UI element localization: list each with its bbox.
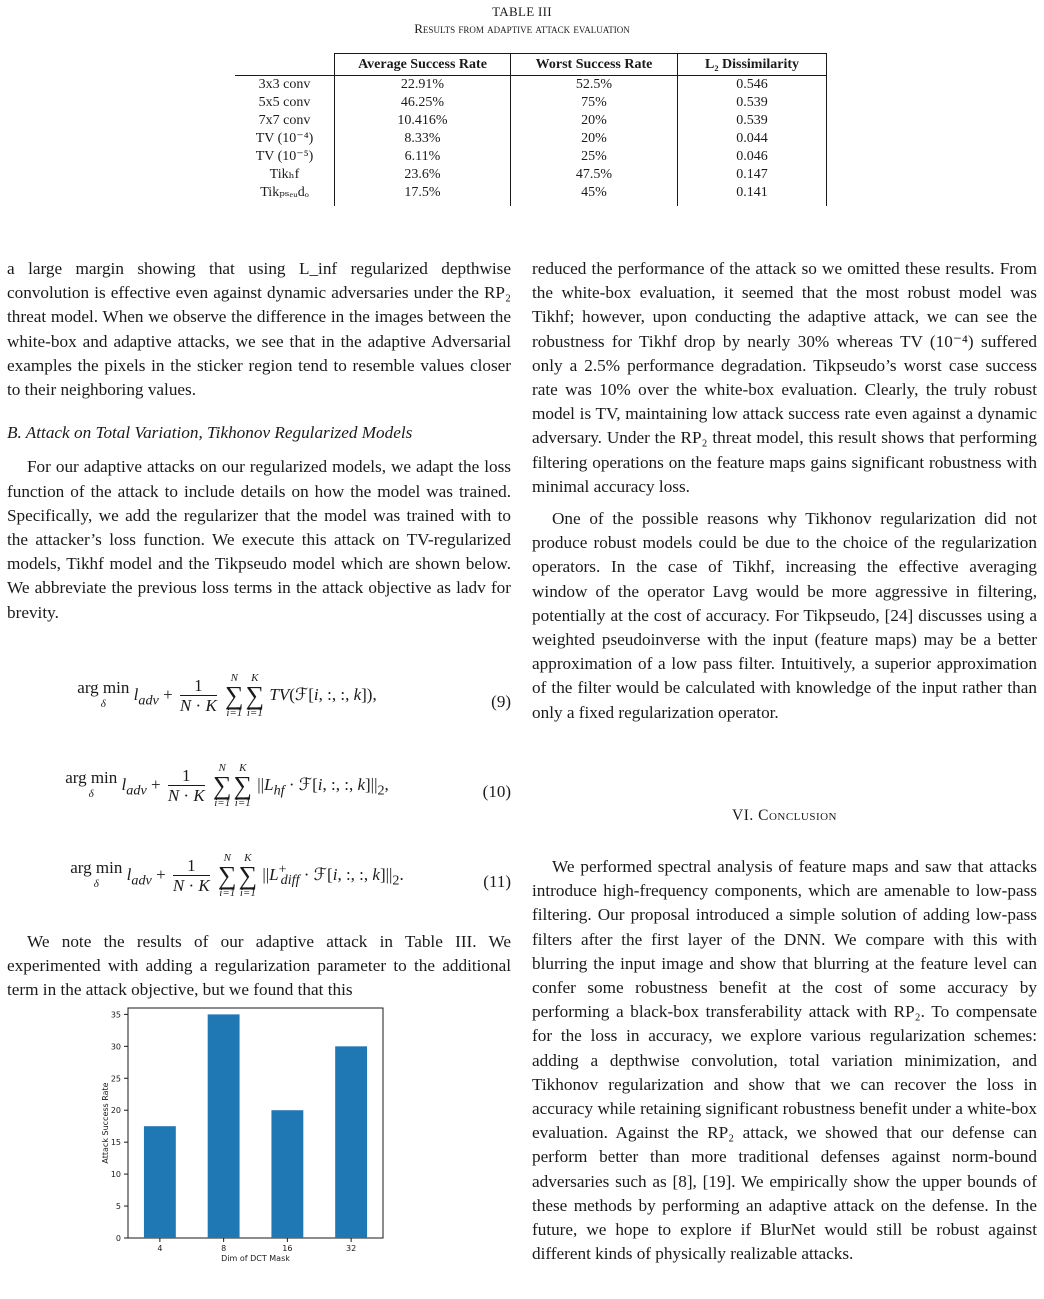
y-tick-label: 25 — [110, 1074, 121, 1084]
table-cell-model: 3x3 conv — [235, 76, 335, 95]
table-cell: 0.141 — [678, 184, 827, 206]
results-table — [235, 53, 827, 206]
bar — [335, 1046, 367, 1238]
y-axis-label: Attack Success Rate — [101, 1082, 110, 1164]
table-cell: 0.539 — [678, 94, 827, 112]
table-cell-model: TV (10⁻⁴) — [235, 130, 335, 148]
paragraph: For our adaptive attacks on our regularized models, we adapt the loss function of the attack to include details on how the model was trained. Specifically, we add the regularizer that the model was trained with to the attacker’s loss function. We execute this attack on TV-regularized models, Tikhf model and the Tikpseudo model which are shown below. We abbreviate the previous loss terms in the attack objective as ladv for brevity. — [7, 457, 511, 622]
table-row — [235, 166, 827, 184]
equation-11 — [7, 852, 511, 912]
x-axis-label: Dim of DCT Mask — [221, 1254, 290, 1263]
table-cell: 17.5% — [335, 184, 511, 206]
equation-number: (11) — [483, 872, 511, 891]
table-cell: 10.416% — [335, 112, 511, 130]
table-cell: 8.33% — [335, 130, 511, 148]
table-cell: 47.5% — [511, 166, 678, 184]
y-tick-label: 30 — [110, 1042, 121, 1052]
x-tick-label: 4 — [157, 1244, 163, 1253]
x-tick-label: 32 — [346, 1244, 357, 1253]
table-cell: 20% — [511, 112, 678, 130]
table-caption-number: TABLE III — [492, 4, 552, 19]
x-tick-label: 16 — [282, 1244, 293, 1253]
left-column-tail — [7, 930, 511, 1003]
table-header-row — [235, 54, 827, 76]
y-tick-label: 5 — [115, 1202, 121, 1212]
bar — [208, 1014, 240, 1238]
equation-10 — [7, 762, 511, 822]
table-row — [235, 94, 827, 112]
table-row — [235, 112, 827, 130]
table-cell: 6.11% — [335, 148, 511, 166]
paragraph: One of the possible reasons why Tikhonov regularization did not produce robust models could be due to the choice of the regularization operators. In the case of Tikhf, increasing the effective averaging window of the operator Lavg would be more aggressive in filtering, potentially at the cost of accuracy. For Tikpseudo, [24] discusses using a weighted pseudoinverse with the input (feature maps) may be a better approximation of a low pass filter. Intuitively, a superior approximation of the filter would be calculated with knowledge of the input rather than only a fixed regularization operator. — [532, 509, 1037, 722]
table-cell: 0.046 — [678, 148, 827, 166]
bar — [144, 1126, 176, 1238]
table-caption-title: Results from adaptive attack evaluation — [414, 21, 630, 36]
table-cell: 75% — [511, 94, 678, 112]
table-cell: 22.91% — [335, 76, 511, 95]
table-header-cell: Average Success Rate — [335, 54, 511, 76]
table-cell: 0.044 — [678, 130, 827, 148]
table-cell: 45% — [511, 184, 678, 206]
left-column — [7, 257, 511, 625]
table-header-cell: Worst Success Rate — [511, 54, 678, 76]
paragraph: We note the results of our adaptive attack in Table III. We experimented with adding a regularization parameter to the additional term in the attack objective, but we found that this — [7, 932, 511, 1000]
table-cell-model: Tikₚₛₑᵤdₒ — [235, 184, 335, 206]
equation-body: arg min δ $l_{adv}$ + $\frac{1}{N \cdot K}$ N ∑ i=1 K ∑ i=1 TV(ℱ[i, :, :, k]), — [77, 672, 377, 719]
table-row — [235, 148, 827, 166]
equation-9 — [7, 672, 511, 732]
table-cell: 25% — [511, 148, 678, 166]
y-tick-label: 20 — [110, 1106, 121, 1116]
section-heading: VI. Conclusion — [732, 807, 837, 824]
table-cell-model: Tikₕf — [235, 166, 335, 184]
y-tick-label: 10 — [110, 1170, 121, 1180]
paragraph: We performed spectral analysis of feature maps and saw that attacks introduce high-frequency components, which are amenable to low-pass filtering. Our proposal introduced a simple solution of adding low-pass filters after the first layer of the DNN. We compare with this with blurring the input image and show that blurring at the feature level can confer some robustness benefit at the cost of some accuracy by performing a black-box transferability attack with RP₂. To compensate for the loss in accuracy, we explore various regularization schemes: adding a depthwise convolution, total variation minimization, and Tikhonov regularization and show that we can recover the loss in accuracy while retaining significant robustness benefit under a white-box evaluation. Against the RP₂ attack, we showed that our defense can perform better than more traditional defenses against norm-bound adversaries such as [8], [19]. We empirically show the upper bounds of these methods by performing an adaptive attack on the defense. In the future, we hope to explore if BlurNet would still be robust against different kinds of physically realizable attacks. — [532, 857, 1037, 1264]
table-row — [235, 184, 827, 206]
table-cell-model: TV (10⁻⁵) — [235, 148, 335, 166]
paragraph: reduced the performance of the attack so we omitted these results. From the white-box evaluation, it seemed that the most robust model was Tikhf; however, upon conducting the adaptive attack, we can see the robustness for Tikhf drop by nearly 30% whereas TV (10⁻⁴) suffered only a 2.5% performance degradation. Tikpseudo’s worst case success rate was 10% over the white-box evaluation. Clearly, the truly robust model is TV, maintaining low attack success rate even against a dynamic adversary. Under the RP₂ threat model, this result shows that performing filtering operations on the feature maps gains significant robustness with minimal accuracy loss. — [532, 259, 1037, 496]
x-tick-label: 8 — [221, 1244, 227, 1253]
y-tick-label: 35 — [110, 1010, 121, 1020]
y-tick-label: 15 — [110, 1138, 121, 1148]
bar — [271, 1110, 303, 1238]
table-row — [235, 130, 827, 148]
right-column — [532, 257, 1037, 725]
table-header-cell: L₂ Dissimilarity — [678, 54, 827, 76]
equation-body: arg min δ $l_{adv}$ + $\frac{1}{N \cdot K}$ N ∑ i=1 K ∑ i=1 $||L^+_{diff}$ · ℱ[i, :, :, $k]||_2$. — [70, 852, 404, 899]
table-cell-model: 5x5 conv — [235, 94, 335, 112]
right-column-tail — [532, 855, 1037, 1299]
table-cell: 0.539 — [678, 112, 827, 130]
table-cell: 46.25% — [335, 94, 511, 112]
table-cell: 23.6% — [335, 166, 511, 184]
subsection-heading: B. Attack on Total Variation, Tikhonov Regularized Models — [7, 423, 413, 443]
table-cell: 52.5% — [511, 76, 678, 95]
table-cell: 0.546 — [678, 76, 827, 95]
table-cell-model: 7x7 conv — [235, 112, 335, 130]
table-header-cell — [235, 54, 335, 76]
table-cell: 0.147 — [678, 166, 827, 184]
plot-area — [101, 1008, 383, 1263]
y-tick-label: 0 — [115, 1234, 121, 1243]
paragraph: a large margin showing that using L_inf regularized depthwise convolution is effective even against dynamic adversaries under the RP₂ threat model. When we observe the difference in the images between the white-box and adaptive attacks, we see that in the adaptive Adversarial examples the pixels in the sticker region tend to resemble values closer to their neighboring values. — [7, 259, 511, 400]
table-cell: 20% — [511, 130, 678, 148]
equation-number: (9) — [491, 692, 511, 711]
dct-mask-bar-chart — [80, 1000, 410, 1290]
equation-number: (10) — [482, 782, 511, 801]
table-row — [235, 76, 827, 95]
equation-body: arg min δ $l_{adv}$ + $\frac{1}{N \cdot K}$ N ∑ i=1 K ∑ i=1 $||L_{hf}$ · ℱ[i, :, :, $k]||_2$, — [65, 762, 389, 809]
